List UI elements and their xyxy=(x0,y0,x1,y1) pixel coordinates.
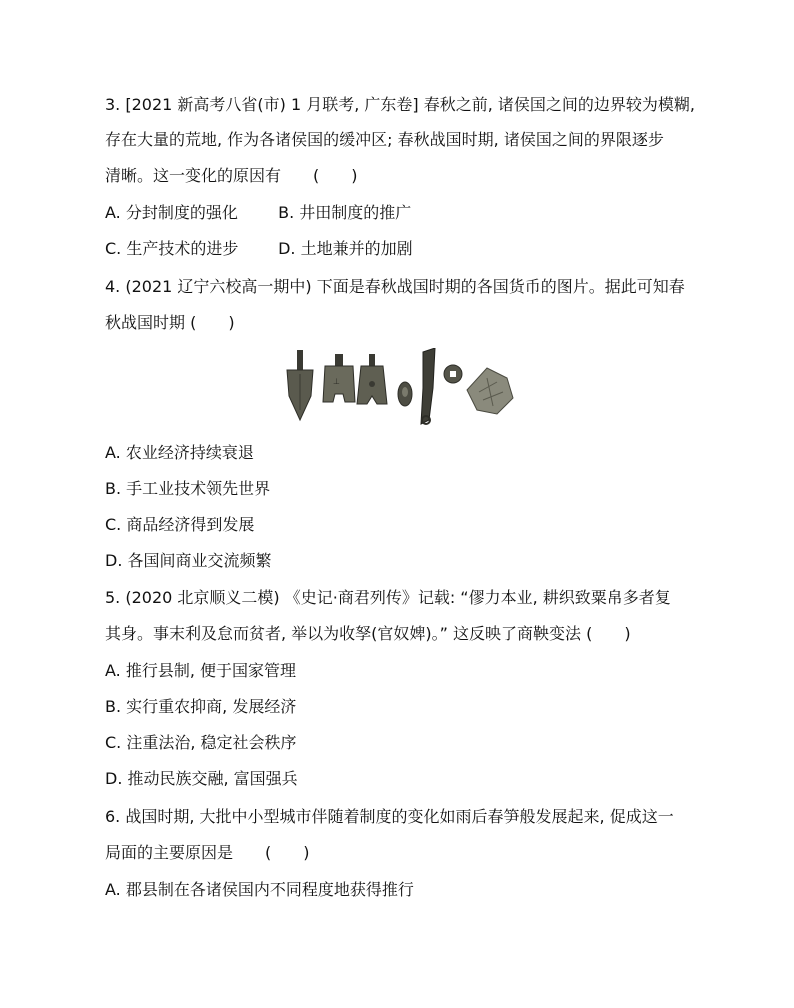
spade-coin-square-icon xyxy=(323,354,355,402)
q3-options-row-2 xyxy=(105,238,705,260)
q5-line-1: 5. (2020 北京顺义二模) 《史记·商君列传》记载: “僇力本业, 耕织致粟帛多者复 xyxy=(105,588,671,607)
q4-option-b[interactable]: B. 手工业技术领先世界 xyxy=(105,479,271,498)
q3-option-d[interactable]: D. 土地兼并的加剧 xyxy=(278,239,413,258)
spade-coin-arched-icon xyxy=(357,354,387,404)
q3-line-2: 存在大量的荒地, 作为各诸侯国的缓冲区; 春秋战国时期, 诸侯国之间的界限逐步 xyxy=(105,130,664,149)
round-coin-icon xyxy=(444,365,462,383)
ant-nose-coin-icon xyxy=(398,382,412,406)
q4-line-1: 4. (2021 辽宁六校高一期中) 下面是春秋战国时期的各国货币的图片。据此可知春 xyxy=(105,277,685,296)
q4-option-a[interactable]: A. 农业经济持续衰退 xyxy=(105,443,254,462)
q4-option-d[interactable]: D. 各国间商业交流频繁 xyxy=(105,551,272,570)
q5-option-d[interactable]: D. 推动民族交融, 富国强兵 xyxy=(105,769,298,788)
knife-coin-icon xyxy=(421,348,435,424)
q3-option-a[interactable]: A. 分封制度的强化 xyxy=(105,203,238,222)
q3-option-c[interactable]: C. 生产技术的进步 xyxy=(105,239,239,258)
q3-line-1: 3. [2021 新高考八省(市) 1 月联考, 广东卷] 春秋之前, 诸侯国之间的边界较为模糊, xyxy=(105,95,695,114)
q5-option-b[interactable]: B. 实行重农抑商, 发展经济 xyxy=(105,697,297,716)
q6-option-a[interactable]: A. 郡县制在各诸侯国内不同程度地获得推行 xyxy=(105,880,414,899)
q3-option-b[interactable]: B. 井田制度的推广 xyxy=(278,203,412,222)
ancient-coins-image xyxy=(283,348,515,426)
svg-text:⊥: ⊥ xyxy=(333,377,340,386)
q4-option-c[interactable]: C. 商品经济得到发展 xyxy=(105,515,255,534)
q6-line-2: 局面的主要原因是 ( ) xyxy=(105,843,310,862)
q3-line-3: 清晰。这一变化的原因有 ( ) xyxy=(105,166,358,185)
q5-line-2: 其身。事末利及怠而贫者, 举以为收孥(官奴婢)。” 这反映了商鞅变法 ( ) xyxy=(105,624,631,643)
spade-coin-pointed-icon xyxy=(287,350,313,420)
irregular-coin-icon xyxy=(467,368,513,414)
q5-option-a[interactable]: A. 推行县制, 便于国家管理 xyxy=(105,661,297,680)
q4-line-2: 秋战国时期 ( ) xyxy=(105,313,235,332)
q6-line-1: 6. 战国时期, 大批中小型城市伴随着制度的变化如雨后春笋般发展起来, 促成这一 xyxy=(105,807,674,826)
q3-options-row-1 xyxy=(105,202,705,224)
q5-option-c[interactable]: C. 注重法治, 稳定社会秩序 xyxy=(105,733,297,752)
